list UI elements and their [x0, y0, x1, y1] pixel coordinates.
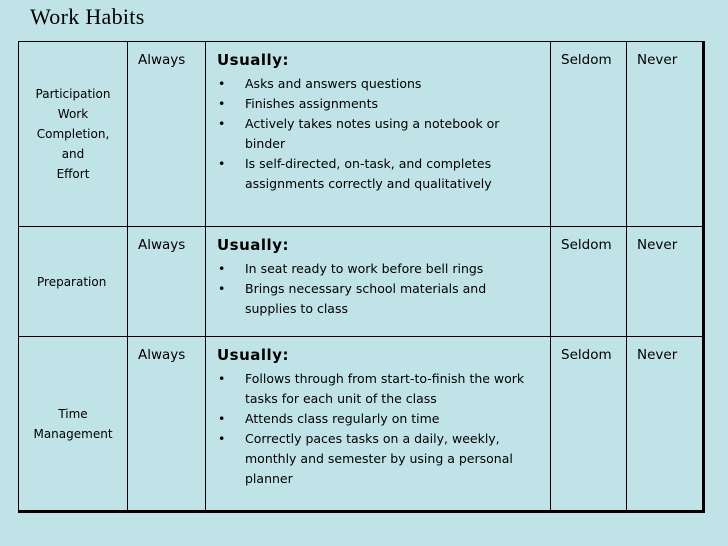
habit-item: • Finishes assignments [217, 94, 550, 114]
rubric-row-participation [19, 42, 704, 227]
habit-list [217, 259, 550, 319]
habit-item: • Asks and answers questions [217, 74, 550, 94]
category-cell [19, 42, 128, 227]
habit-item: • Attends class regularly on time [217, 409, 550, 429]
category-line: Effort [56, 167, 90, 181]
category-line: Completion, [36, 127, 110, 141]
habit-item: • In seat ready to work before bell rings [217, 259, 550, 279]
usually-cell [206, 42, 551, 227]
rubric-row-preparation [19, 227, 704, 337]
usually-heading: Usually: [217, 346, 289, 364]
habit-list [217, 369, 550, 489]
category-line: Management [33, 426, 113, 441]
seldom-cell: Seldom [551, 227, 627, 337]
usually-heading: Usually: [217, 236, 289, 254]
work-habits-rubric-table [18, 41, 705, 513]
habit-item: • Actively takes notes using a notebook or binder [217, 114, 550, 154]
habit-item: • Brings necessary school materials and supplies to class [217, 279, 550, 319]
category-line: Work [57, 107, 89, 121]
never-cell: Never [627, 337, 704, 512]
seldom-cell: Seldom [551, 42, 627, 227]
category-cell [19, 227, 128, 337]
usually-cell [206, 227, 551, 337]
category-cell [19, 337, 128, 512]
always-cell: Always [128, 227, 206, 337]
habit-item: • Follows through from start-to-finish the work tasks for each unit of the class [217, 369, 550, 409]
rubric-row-time-management [19, 337, 704, 512]
never-cell: Never [627, 227, 704, 337]
habit-list [217, 74, 550, 194]
always-cell: Always [128, 337, 206, 512]
category-line: Time [58, 406, 88, 421]
category-line: and [61, 147, 85, 161]
never-cell: Never [627, 42, 704, 227]
usually-heading: Usually: [217, 51, 289, 69]
page-title: Work Habits [30, 4, 145, 29]
always-cell: Always [128, 42, 206, 227]
category-line: Preparation [37, 274, 107, 289]
usually-cell [206, 337, 551, 512]
habit-item: • Is self-directed, on-task, and completes assignments correctly and qualitatively [217, 154, 550, 194]
category-line: Participation [35, 87, 111, 101]
habit-item: • Correctly paces tasks on a daily, weekly, monthly and semester by using a personal planner [217, 429, 550, 489]
seldom-cell: Seldom [551, 337, 627, 512]
